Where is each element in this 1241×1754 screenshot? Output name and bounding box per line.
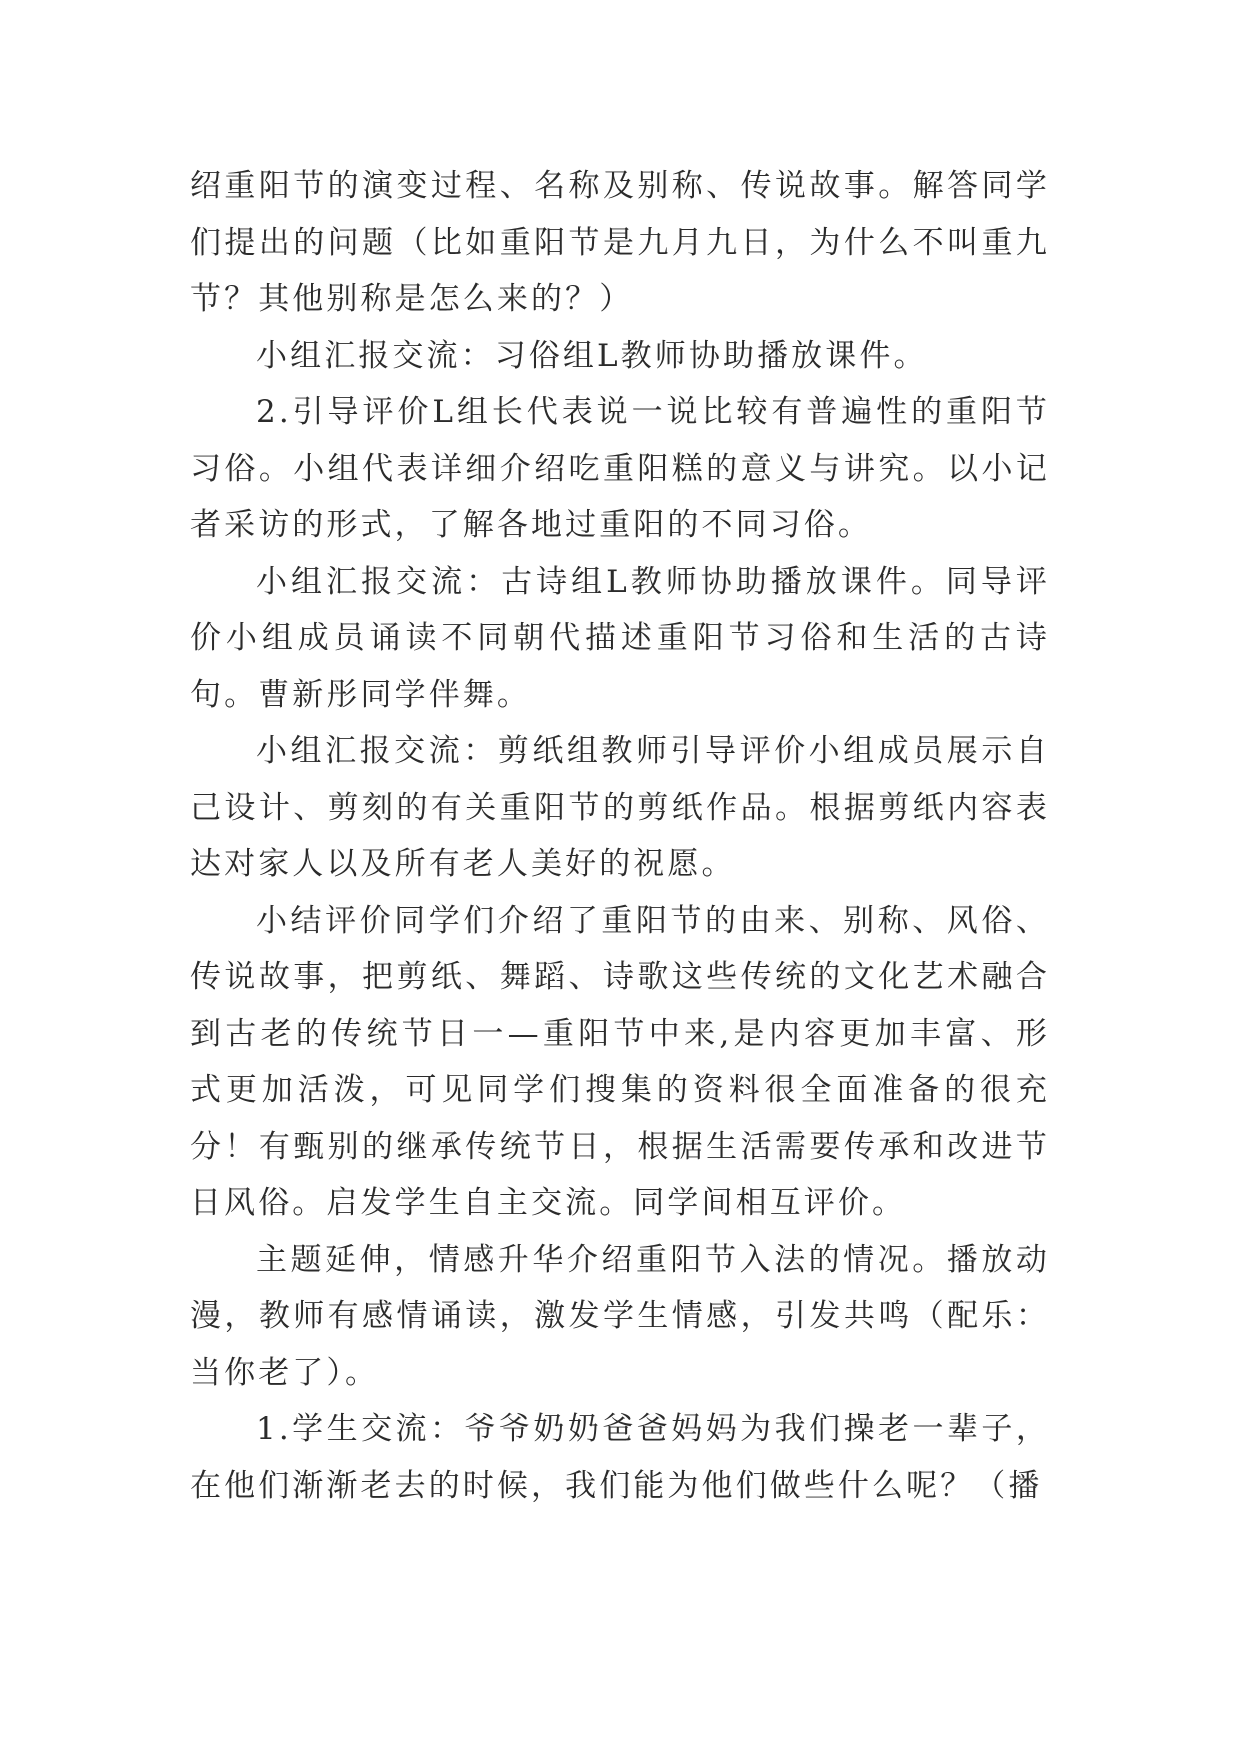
paragraph-6: 小结评价同学们介绍了重阳节的由来、别称、风俗、传说故事，把剪纸、舞蹈、诗歌这些传统的文化艺术融合到古老的传统节日一—重阳节中来,是内容更加丰富、形式更加活泼，可见同学们搜集的资料很全面准备的很充分！有甄别的继承传统节日，根据生活需要传承和改进节日风俗。启发学生自主交流。同学间相互评价。 — [190, 902, 1050, 1221]
paragraph-7: 主题延伸，情感升华介绍重阳节入法的情况。播放动漫，教师有感情诵读，激发学生情感，引发共鸣（配乐：当你老了）。 — [190, 1241, 1050, 1391]
paragraph-1: 绍重阳节的演变过程、名称及别称、传说故事。解答同学们提出的问题（比如重阳节是九月九日，为什么不叫重九节？其他别称是怎么来的？） — [190, 168, 1050, 317]
paragraph-3: 2.引导评价L组长代表说一说比较有普遍性的重阳节习俗。小组代表详细介绍吃重阳糕的意义与讲究。以小记者采访的形式，了解各地过重阳的不同习俗。 — [190, 394, 1050, 543]
paragraph-4: 小组汇报交流：古诗组L教师协助播放课件。同导评价小组成员诵读不同朝代描述重阳节习俗和生活的古诗句。曹新彤同学伴舞。 — [190, 563, 1050, 713]
paragraph-5: 小组汇报交流：剪纸组教师引导评价小组成员展示自己设计、剪刻的有关重阳节的剪纸作品。根据剪纸内容表达对家人以及所有老人美好的祝愿。 — [190, 733, 1050, 882]
paragraph-8: 1.学生交流：爷爷奶奶爸爸妈妈为我们操老一辈子，在他们渐渐老去的时候，我们能为他们做些什么呢？（播 — [190, 1411, 1050, 1504]
document-body — [190, 158, 1050, 1514]
paragraph-2: 小组汇报交流：习俗组L教师协助播放课件。 — [256, 337, 928, 374]
